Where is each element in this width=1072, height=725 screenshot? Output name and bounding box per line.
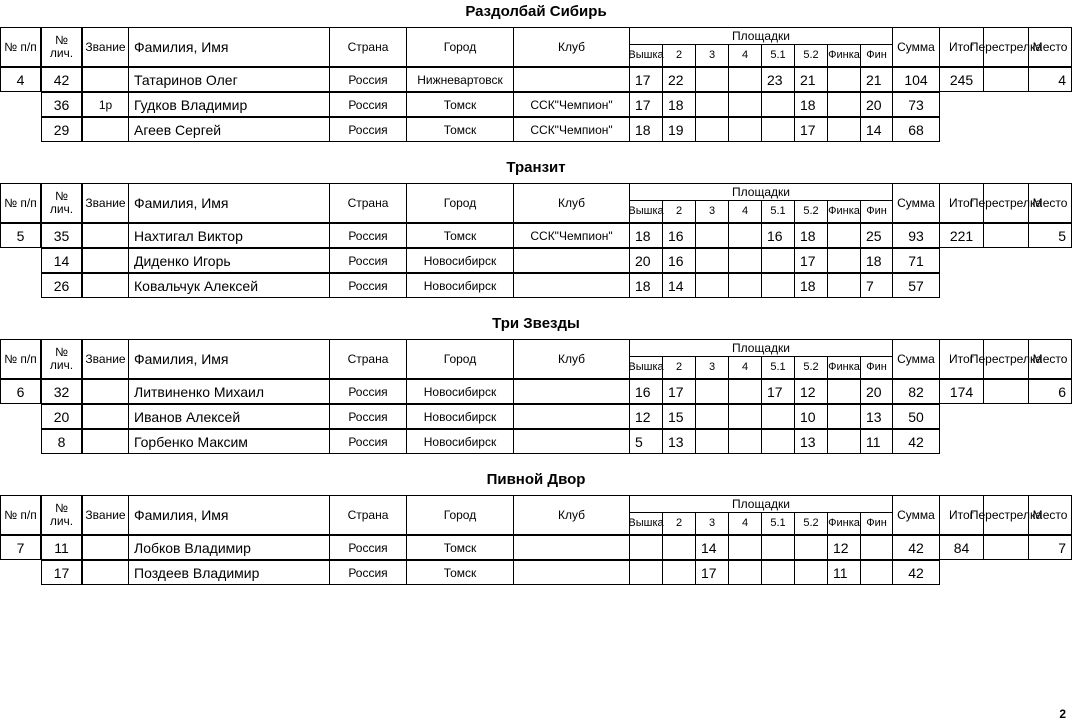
personal-number: 11 (41, 535, 82, 560)
header-station: 5.2 (794, 44, 828, 67)
place: 7 (1028, 535, 1072, 560)
header-station: Финка (827, 44, 861, 67)
personal-number: 35 (41, 223, 82, 248)
station-score (728, 92, 762, 117)
country: Россия (329, 223, 407, 248)
station-score: 17 (629, 67, 663, 92)
station-score: 13 (794, 429, 828, 454)
team-number: 5 (0, 223, 41, 248)
header-station: 3 (695, 356, 729, 379)
rank (82, 429, 129, 454)
station-score (728, 223, 762, 248)
header-zvanie: Звание (82, 27, 129, 67)
table-row (0, 92, 1072, 117)
shoot-off (983, 67, 1029, 92)
team-title: Транзит (506, 159, 566, 176)
athlete-name: Гудков Владимир (128, 92, 330, 117)
score-sum: 68 (892, 117, 940, 142)
header-num-pp: № п/п (0, 339, 41, 379)
rank (82, 404, 129, 429)
station-score: 22 (662, 67, 696, 92)
header-station: 2 (662, 200, 696, 223)
rank (82, 535, 129, 560)
header-mesto: Место (1028, 183, 1072, 223)
rank (82, 117, 129, 142)
team-total: 245 (939, 67, 984, 92)
station-score (728, 67, 762, 92)
shoot-off (983, 223, 1029, 248)
station-score (827, 273, 861, 298)
station-score (728, 248, 762, 273)
header-club: Клуб (513, 495, 630, 535)
station-score: 17 (695, 560, 729, 585)
table-header (0, 339, 1072, 379)
header-ploschadki: Площадки (629, 339, 893, 357)
station-score (629, 560, 663, 585)
station-score (827, 117, 861, 142)
station-score (728, 429, 762, 454)
station-score (794, 535, 828, 560)
header-summa: Сумма (892, 339, 940, 379)
station-score (761, 117, 795, 142)
city: Новосибирск (406, 379, 514, 404)
header-ploschadki: Площадки (629, 27, 893, 45)
athlete-name: Иванов Алексей (128, 404, 330, 429)
station-score (695, 117, 729, 142)
table-row (0, 560, 1072, 585)
header-station: Фин (860, 44, 893, 67)
station-score (794, 560, 828, 585)
club (513, 535, 630, 560)
station-score: 18 (662, 92, 696, 117)
station-score: 14 (695, 535, 729, 560)
club: ССК"Чемпион" (513, 92, 630, 117)
header-zvanie: Звание (82, 495, 129, 535)
station-score: 13 (860, 404, 893, 429)
station-score: 15 (662, 404, 696, 429)
header-name: Фамилия, Имя (128, 495, 330, 535)
station-score (761, 92, 795, 117)
station-score (695, 379, 729, 404)
table-row (0, 223, 1072, 248)
header-summa: Сумма (892, 183, 940, 223)
station-score (827, 404, 861, 429)
country: Россия (329, 535, 407, 560)
table-row (0, 379, 1072, 404)
station-score: 16 (662, 248, 696, 273)
station-score (728, 379, 762, 404)
country: Россия (329, 67, 407, 92)
header-station: Вышка (629, 200, 663, 223)
score-sum: 104 (892, 67, 940, 92)
header-station: 3 (695, 44, 729, 67)
station-score (695, 404, 729, 429)
header-country: Страна (329, 27, 407, 67)
athlete-name: Татаринов Олег (128, 67, 330, 92)
club (513, 429, 630, 454)
station-score: 18 (629, 273, 663, 298)
station-score (728, 535, 762, 560)
club (513, 404, 630, 429)
team-title: Раздолбай Сибирь (465, 3, 607, 20)
header-ploschadki: Площадки (629, 183, 893, 201)
header-station: 2 (662, 512, 696, 535)
country: Россия (329, 379, 407, 404)
country: Россия (329, 92, 407, 117)
header-country: Страна (329, 495, 407, 535)
station-score: 23 (761, 67, 795, 92)
header-country: Страна (329, 183, 407, 223)
rank: 1р (82, 92, 129, 117)
header-num-pp: № п/п (0, 183, 41, 223)
athlete-name: Нахтигал Виктор (128, 223, 330, 248)
table-header (0, 495, 1072, 535)
place: 4 (1028, 67, 1072, 92)
station-score: 10 (794, 404, 828, 429)
club (513, 248, 630, 273)
header-station: 4 (728, 512, 762, 535)
rank (82, 379, 129, 404)
header-perestrelka: Перестрелка (983, 495, 1029, 535)
table-row (0, 67, 1072, 92)
station-score (728, 117, 762, 142)
station-score (827, 223, 861, 248)
club: ССК"Чемпион" (513, 223, 630, 248)
station-score: 13 (662, 429, 696, 454)
station-score (629, 535, 663, 560)
header-num-lich: № лич. (41, 495, 82, 535)
header-station: 5.1 (761, 356, 795, 379)
table-row (0, 117, 1072, 142)
station-score (761, 429, 795, 454)
score-sum: 71 (892, 248, 940, 273)
athlete-name: Горбенко Максим (128, 429, 330, 454)
station-score (695, 67, 729, 92)
score-sum: 93 (892, 223, 940, 248)
station-score: 12 (827, 535, 861, 560)
station-score: 18 (860, 248, 893, 273)
score-sum: 73 (892, 92, 940, 117)
station-score (695, 273, 729, 298)
station-score (695, 92, 729, 117)
header-zvanie: Звание (82, 183, 129, 223)
city: Нижневартовск (406, 67, 514, 92)
header-perestrelka: Перестрелка (983, 339, 1029, 379)
personal-number: 17 (41, 560, 82, 585)
station-score: 17 (761, 379, 795, 404)
station-score (827, 67, 861, 92)
header-station: 2 (662, 356, 696, 379)
personal-number: 8 (41, 429, 82, 454)
station-score (827, 92, 861, 117)
athlete-name: Лобков Владимир (128, 535, 330, 560)
header-station: 4 (728, 44, 762, 67)
club (513, 560, 630, 585)
rank (82, 273, 129, 298)
city: Томск (406, 560, 514, 585)
station-score: 16 (662, 223, 696, 248)
score-sum: 50 (892, 404, 940, 429)
header-station: 4 (728, 200, 762, 223)
station-score: 14 (860, 117, 893, 142)
station-score (827, 379, 861, 404)
team-total: 174 (939, 379, 984, 404)
station-score: 17 (794, 117, 828, 142)
header-station: 4 (728, 356, 762, 379)
team-number: 6 (0, 379, 41, 404)
station-score (761, 404, 795, 429)
shoot-off (983, 379, 1029, 404)
personal-number: 29 (41, 117, 82, 142)
station-score (728, 560, 762, 585)
station-score: 18 (629, 223, 663, 248)
club (513, 379, 630, 404)
header-itog: Итог (939, 495, 984, 535)
station-score (761, 273, 795, 298)
score-sum: 42 (892, 535, 940, 560)
team-title: Три Звезды (492, 315, 580, 332)
score-sum: 42 (892, 560, 940, 585)
header-station: 5.2 (794, 512, 828, 535)
station-score (695, 223, 729, 248)
table-row (0, 273, 1072, 298)
station-score (761, 248, 795, 273)
station-score: 5 (629, 429, 663, 454)
header-num-lich: № лич. (41, 339, 82, 379)
header-club: Клуб (513, 183, 630, 223)
station-score: 11 (827, 560, 861, 585)
personal-number: 36 (41, 92, 82, 117)
header-station: 3 (695, 200, 729, 223)
header-club: Клуб (513, 27, 630, 67)
station-score: 21 (794, 67, 828, 92)
station-score (695, 248, 729, 273)
header-mesto: Место (1028, 495, 1072, 535)
station-score: 17 (662, 379, 696, 404)
header-itog: Итог (939, 27, 984, 67)
page-number: 2 (1059, 707, 1066, 721)
station-score: 20 (860, 379, 893, 404)
station-score: 20 (629, 248, 663, 273)
header-station: 2 (662, 44, 696, 67)
header-name: Фамилия, Имя (128, 27, 330, 67)
station-score (761, 535, 795, 560)
header-mesto: Место (1028, 27, 1072, 67)
club (513, 67, 630, 92)
header-summa: Сумма (892, 495, 940, 535)
team-total: 84 (939, 535, 984, 560)
station-score (860, 535, 893, 560)
score-sum: 42 (892, 429, 940, 454)
station-score: 25 (860, 223, 893, 248)
header-country: Страна (329, 339, 407, 379)
station-score: 17 (629, 92, 663, 117)
station-score: 21 (860, 67, 893, 92)
country: Россия (329, 429, 407, 454)
rank (82, 223, 129, 248)
rank (82, 560, 129, 585)
header-name: Фамилия, Имя (128, 339, 330, 379)
header-num-lich: № лич. (41, 27, 82, 67)
score-sum: 82 (892, 379, 940, 404)
station-score (860, 560, 893, 585)
header-itog: Итог (939, 339, 984, 379)
header-station: 5.1 (761, 200, 795, 223)
city: Новосибирск (406, 429, 514, 454)
station-score (761, 560, 795, 585)
header-station: Вышка (629, 356, 663, 379)
place: 6 (1028, 379, 1072, 404)
station-score: 16 (761, 223, 795, 248)
team-number: 7 (0, 535, 41, 560)
header-mesto: Место (1028, 339, 1072, 379)
table-header (0, 27, 1072, 67)
table-row (0, 248, 1072, 273)
score-sum: 57 (892, 273, 940, 298)
header-station: Финка (827, 200, 861, 223)
station-score: 18 (794, 273, 828, 298)
shoot-off (983, 535, 1029, 560)
station-score: 11 (860, 429, 893, 454)
header-station: Вышка (629, 512, 663, 535)
station-score (827, 248, 861, 273)
table-row (0, 535, 1072, 560)
station-score (728, 404, 762, 429)
header-station: 3 (695, 512, 729, 535)
header-perestrelka: Перестрелка (983, 27, 1029, 67)
team-total: 221 (939, 223, 984, 248)
team-title: Пивной Двор (486, 471, 586, 488)
club (513, 273, 630, 298)
country: Россия (329, 560, 407, 585)
personal-number: 32 (41, 379, 82, 404)
city: Томск (406, 92, 514, 117)
header-station: 5.1 (761, 512, 795, 535)
station-score: 18 (794, 223, 828, 248)
rank (82, 67, 129, 92)
station-score (695, 429, 729, 454)
personal-number: 20 (41, 404, 82, 429)
station-score (662, 535, 696, 560)
athlete-name: Ковальчук Алексей (128, 273, 330, 298)
header-num-pp: № п/п (0, 495, 41, 535)
header-station: Фин (860, 356, 893, 379)
team-number: 4 (0, 67, 41, 92)
header-num-lich: № лич. (41, 183, 82, 223)
station-score: 20 (860, 92, 893, 117)
city: Томск (406, 223, 514, 248)
header-city: Город (406, 495, 514, 535)
station-score: 12 (794, 379, 828, 404)
header-station: Фин (860, 200, 893, 223)
club: ССК"Чемпион" (513, 117, 630, 142)
city: Томск (406, 535, 514, 560)
table-header (0, 183, 1072, 223)
station-score: 12 (629, 404, 663, 429)
header-num-pp: № п/п (0, 27, 41, 67)
header-city: Город (406, 183, 514, 223)
header-summa: Сумма (892, 27, 940, 67)
country: Россия (329, 248, 407, 273)
city: Новосибирск (406, 273, 514, 298)
header-name: Фамилия, Имя (128, 183, 330, 223)
athlete-name: Диденко Игорь (128, 248, 330, 273)
header-station: 5.1 (761, 44, 795, 67)
country: Россия (329, 273, 407, 298)
rank (82, 248, 129, 273)
city: Новосибирск (406, 404, 514, 429)
table-row (0, 429, 1072, 454)
personal-number: 42 (41, 67, 82, 92)
header-itog: Итог (939, 183, 984, 223)
personal-number: 14 (41, 248, 82, 273)
station-score: 19 (662, 117, 696, 142)
header-station: Вышка (629, 44, 663, 67)
table-row (0, 404, 1072, 429)
header-station: Финка (827, 512, 861, 535)
header-zvanie: Звание (82, 339, 129, 379)
athlete-name: Агеев Сергей (128, 117, 330, 142)
place: 5 (1028, 223, 1072, 248)
station-score (728, 273, 762, 298)
header-station: 5.2 (794, 200, 828, 223)
athlete-name: Поздеев Владимир (128, 560, 330, 585)
station-score: 18 (794, 92, 828, 117)
station-score: 18 (629, 117, 663, 142)
station-score: 16 (629, 379, 663, 404)
personal-number: 26 (41, 273, 82, 298)
header-perestrelka: Перестрелка (983, 183, 1029, 223)
country: Россия (329, 117, 407, 142)
header-city: Город (406, 27, 514, 67)
header-station: Финка (827, 356, 861, 379)
station-score (662, 560, 696, 585)
header-station: Фин (860, 512, 893, 535)
header-ploschadki: Площадки (629, 495, 893, 513)
station-score: 7 (860, 273, 893, 298)
station-score (827, 429, 861, 454)
country: Россия (329, 404, 407, 429)
city: Новосибирск (406, 248, 514, 273)
header-city: Город (406, 339, 514, 379)
station-score: 17 (794, 248, 828, 273)
athlete-name: Литвиненко Михаил (128, 379, 330, 404)
station-score: 14 (662, 273, 696, 298)
city: Томск (406, 117, 514, 142)
header-club: Клуб (513, 339, 630, 379)
header-station: 5.2 (794, 356, 828, 379)
